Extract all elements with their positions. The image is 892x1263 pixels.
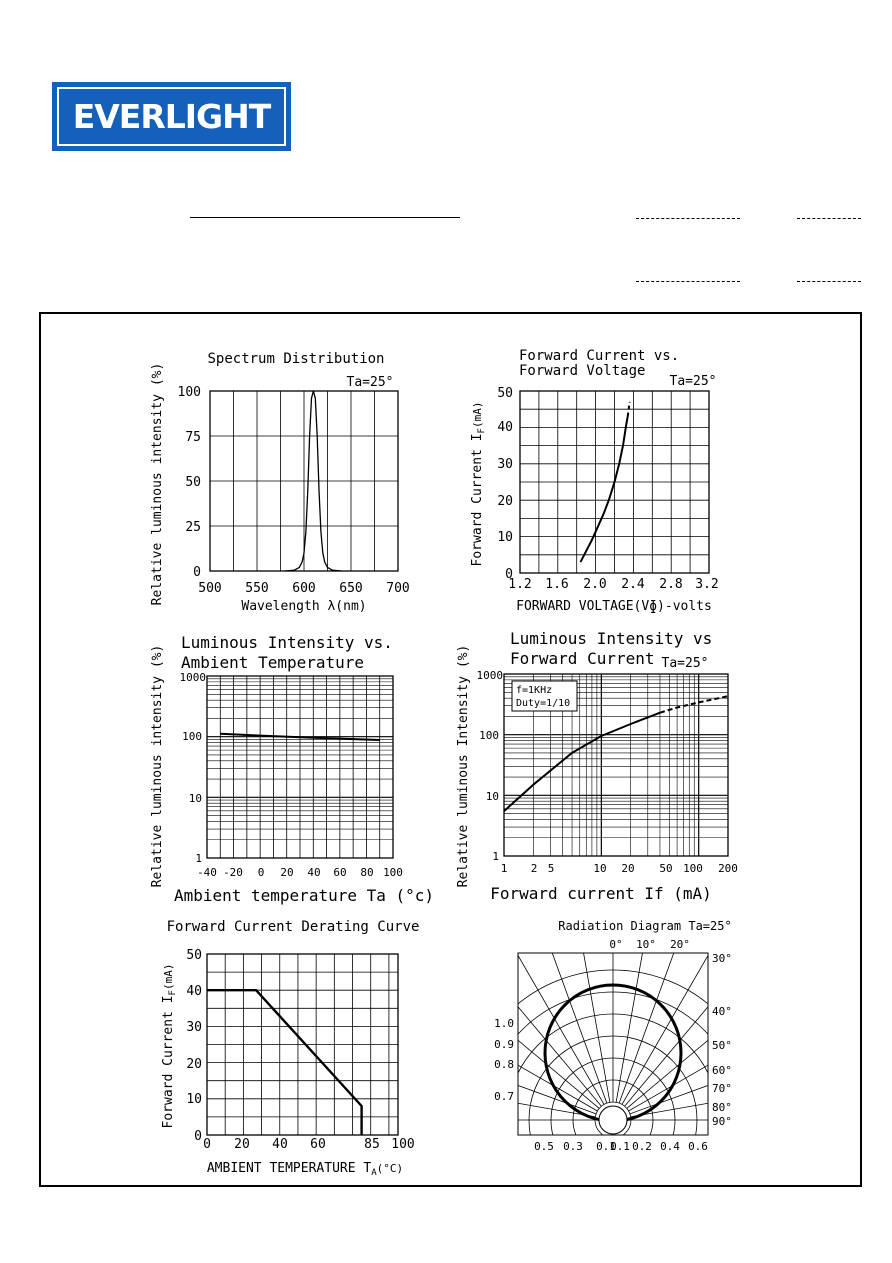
y-tick-labels [186,948,202,1144]
x-tick-label: 60 [333,866,347,879]
x-tick-label: -20 [223,866,243,879]
y-axis-label-unit: (mA) [162,963,175,991]
angle-label: 30° [712,952,732,965]
x-axis-label-sub: A [371,1168,377,1178]
y-axis-label-main: Forward Current I [161,995,176,1129]
y-tick-label: 40 [497,420,513,435]
y-tick-label: 0 [505,567,513,582]
x-tick-label: 20 [621,862,635,875]
chart-condition: Ta=25° [346,375,394,390]
y-tick-label: 50 [497,386,513,401]
y-tick-label: 20 [497,494,513,509]
y-tick-label: 100 [479,729,499,742]
y-axis-label [470,402,487,567]
angle-label: 80° [712,1101,732,1114]
y-tick-label: 100 [177,385,201,400]
x-tick-label: 2.4 [621,577,645,592]
x-tick-label: 0 [203,1137,211,1152]
x-tick-label: 200 [718,862,738,875]
x-tick-label: 100 [683,862,703,875]
intensity-current-series [504,713,660,811]
x-tick-label: 20 [280,866,294,879]
intensity-temperature-chart [150,633,434,905]
bottom-labels [534,1140,708,1153]
angle-label: 50° [712,1039,732,1052]
y-tick-labels [178,385,201,580]
current-voltage-series [581,417,628,563]
x-tick-label: 600 [292,581,316,596]
x-axis-label-unit: (°C) [376,1162,404,1175]
y-tick-label: 10 [186,1092,202,1107]
y-tick-label: 10 [188,792,202,805]
y-tick-label: 100 [182,730,202,743]
radial-label: 1.0 [494,1017,514,1030]
y-tick-label: 10 [485,790,499,803]
x-tick-label: 650 [339,581,363,596]
x-axis-label-main: AMBIENT TEMPERATURE T [206,1161,372,1176]
y-axis-label-sub: F [168,990,178,996]
y-tick-labels [477,669,504,863]
y-tick-label: 20 [186,1057,202,1072]
x-tick-label: 550 [245,581,269,596]
x-tick-label: 2.0 [583,577,607,592]
bottom-label: 0.1 [610,1140,630,1153]
x-tick-label: 700 [386,581,410,596]
x-tick-label: 3.2 [695,577,719,592]
y-tick-label: 0 [194,1129,202,1144]
y-tick-label: 10 [497,530,513,545]
chart-title-line1: Forward Current vs. [519,348,680,364]
radial-labels [494,1017,514,1103]
x-tick-label: 85 [364,1137,380,1152]
x-tick-labels [197,866,403,879]
x-axis-label: Wavelength λ(nm) [241,599,367,614]
current-voltage-series-dashed [628,402,630,417]
y-tick-label: 0 [193,565,201,580]
x-tick-labels [501,862,738,875]
angle-label: 10° [636,938,656,951]
chart-title-line2: Forward Voltage [519,363,646,379]
y-tick-labels [180,671,207,865]
angle-label: 90° [712,1115,732,1128]
y-tick-label: 40 [186,984,202,999]
x-tick-label: 100 [383,866,403,879]
x-tick-label: 50 [659,862,673,875]
chart-title: Forward Current Derating Curve [166,919,420,935]
x-axis-label [207,1161,403,1178]
logo-text: EVERLIGHT [72,97,271,136]
polar-grid-ray [460,991,599,1108]
angle-labels-top [609,938,690,951]
angle-labels-right [712,952,732,1128]
angle-label: 40° [712,1005,732,1018]
x-tick-label: 2 [530,862,538,875]
bottom-label: 0.4 [660,1140,680,1153]
polar-origin [599,1106,627,1134]
x-axis-label: Ambient temperature Ta (°c) [173,886,435,905]
x-tick-label: 40 [272,1137,288,1152]
x-tick-label: 1.6 [545,577,569,592]
chart-condition: Ta=25° [661,656,709,671]
y-tick-label: 30 [186,1020,202,1035]
x-tick-labels [508,577,718,592]
y-tick-label: 1 [195,852,202,865]
intensity-current-chart [456,629,738,903]
y-tick-label: 50 [185,475,201,490]
angle-label: 0° [609,938,623,951]
x-tick-labels [203,1137,415,1152]
radial-label: 0.9 [494,1038,514,1051]
radial-label: 0.7 [494,1090,514,1103]
bottom-label: 0.6 [688,1140,708,1153]
x-tick-label: 60 [310,1137,326,1152]
y-axis-label: Relative luminous intensity (%) [150,644,165,888]
bottom-label: 0.3 [563,1140,583,1153]
x-axis-label: Forward current If (mA) [490,884,712,903]
chart-title-line2: Ambient Temperature [181,653,365,672]
polar-grid-ray [578,923,610,1102]
x-tick-label: 2.8 [659,577,683,592]
chart-title-line1: Luminous Intensity vs [510,629,713,648]
x-tick-label: 20 [234,1137,250,1152]
x-tick-label: 80 [360,866,374,879]
chart-title-line2: Forward Current [510,649,655,668]
x-tick-label: 1.2 [508,577,532,592]
derating-chart [161,919,419,1178]
x-tick-label: 0 [257,866,265,879]
annotation-line2: Duty=1/10 [516,698,571,709]
x-tick-label: 40 [307,866,321,879]
bottom-label: 0.2 [632,1140,652,1153]
x-axis-label: FORWARD VOLTAGE(Vɸ)-volts [516,599,712,614]
y-axis-label: Relative luminous Intensity (%) [456,644,471,888]
y-tick-label: 1000 [476,669,503,682]
y-tick-label: 1000 [179,671,206,684]
chart-condition: Ta=25° [669,374,717,389]
y-tick-labels [497,386,513,582]
x-tick-label: 5 [547,862,555,875]
chart-title: Spectrum Distribution [207,351,385,367]
x-tick-label: 100 [391,1137,415,1152]
spectrum-chart [150,351,410,614]
y-tick-label: 25 [185,520,201,535]
y-axis-label-sub: F [477,428,487,434]
x-tick-label: 500 [198,581,222,596]
angle-label: 70° [712,1082,732,1095]
x-tick-labels [198,581,409,596]
y-tick-label: 75 [185,430,201,445]
chart-title: Radiation Diagram Ta=25° [558,919,732,933]
forward-current-voltage-chart [470,348,719,614]
annotation-line1: f=1KHz [516,685,553,696]
x-tick-label: 10 [593,862,607,875]
x-tick-label: 1 [500,862,508,875]
y-tick-label: 30 [497,457,513,472]
bottom-label: 0.5 [534,1140,554,1153]
y-axis-label: Relative luminous intensity (%) [150,362,165,606]
radial-label: 0.8 [494,1058,514,1071]
y-axis-label-main: Forward Current I [470,433,485,567]
polar-grid-ray [627,991,766,1108]
bottom-label: 0.1 [596,1140,616,1153]
y-tick-label: 50 [186,948,202,963]
angle-label: 20° [670,938,690,951]
y-axis-label-unit: (mA) [471,401,484,429]
angle-label: 60° [712,1064,732,1077]
y-axis-label [161,964,178,1129]
radiation-diagram [413,919,813,1263]
x-tick-label: -40 [197,866,217,879]
chart-title-line1: Luminous Intensity vs. [181,633,393,652]
y-tick-label: 1 [492,850,499,863]
